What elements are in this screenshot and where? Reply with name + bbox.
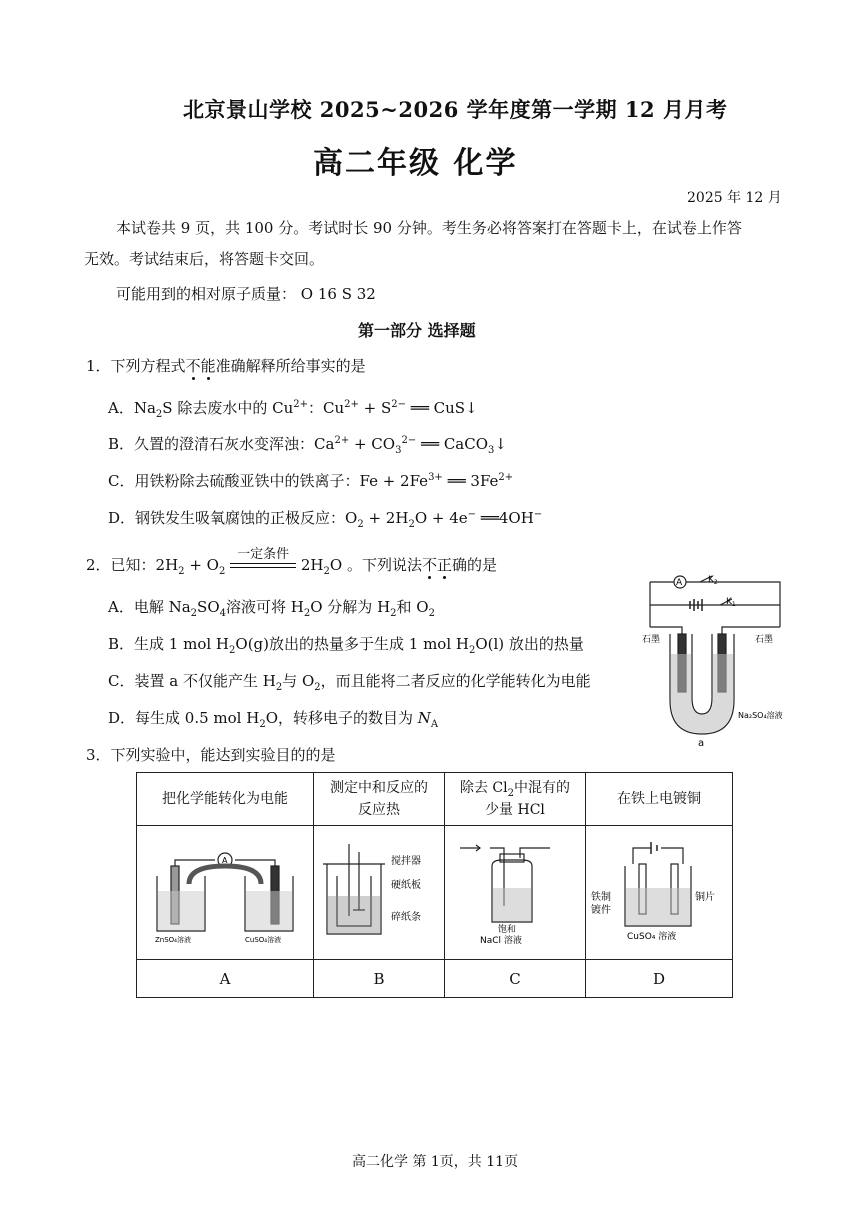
exam-date: 2025 年 12 月 [687, 190, 782, 206]
k2-label: $K_2$ [708, 575, 718, 586]
k1-label: $K_1$ [726, 597, 736, 608]
ammeter-label: A [222, 855, 228, 865]
q2-option-d: D．每生成 0.5 mol $H_2O$，转移电子的数目为 $N_A$ [108, 709, 439, 730]
right-solution-label: CuSO₄溶液 [245, 935, 282, 944]
solution-label-1: 饱和 [498, 924, 517, 935]
copper-label: 铜片 [695, 891, 715, 903]
figure-cell-c [445, 826, 586, 960]
instruction-line-1: 本试卷共 9 页，共 100 分。考试时长 90 分钟。考生务必将答案打在答题卡上，在试卷上作答 [116, 219, 742, 237]
electroplating-figure [589, 836, 729, 946]
solution-label-2: NaCl 溶液 [480, 935, 522, 946]
left-electrode-label: 石墨 [642, 635, 661, 645]
header-cell-c: 除去 $Cl_2$中混有的 少量 HCl [445, 773, 586, 826]
section-title: 第一部分 选择题 [358, 321, 476, 340]
iron-label-1: 铁制 [591, 891, 611, 903]
board-label: 硬纸板 [391, 879, 421, 891]
left-solution-label: ZnSO₄溶液 [155, 935, 191, 944]
atomic-mass-note: 可能用到的相对原子质量： O 16 S 32 [116, 285, 376, 303]
q1-stem-part: 准确解释所给事实的是 [215, 357, 366, 375]
q1-option-d: D．钢铁发生吸氧腐蚀的正极反应：$O_2 + 2H_2O + 4e^-$ ══4OH− [108, 509, 543, 530]
scraps-label: 碎纸条 [391, 911, 421, 923]
figure-cell-d [586, 826, 733, 960]
electrolysis-apparatus-figure [640, 572, 790, 748]
q2-option-a: A．电解 $Na_2SO_4$溶液可将 $H_2O$ 分解为 $H_2$和 $O_2$ [108, 598, 435, 619]
header-cell-a: 把化学能转化为电能 [137, 773, 314, 826]
q1-emphasis: 不 [185, 357, 201, 375]
solution-label: CuSO₄ 溶液 [627, 931, 677, 942]
figure-cell-a [137, 826, 314, 960]
solution-label: Na₂SO₄溶液 [738, 711, 783, 720]
calorimeter-figure [319, 836, 439, 946]
q1-option-c: C．用铁粉除去硫酸亚铁中的铁离子：$Fe + 2Fe^{3+}$ ══ $3Fe^{2+}$ [108, 472, 514, 490]
experiment-table [136, 772, 733, 998]
galvanic-cell-figure [145, 836, 305, 946]
header-cell-b: 测定中和反应的 反应热 [314, 773, 445, 826]
q1-number: 1． [86, 357, 111, 375]
iron-label-2: 镀件 [591, 904, 611, 916]
q1-stem [86, 355, 366, 376]
option-label-c: C [445, 960, 586, 998]
figure-caption: a [698, 738, 705, 748]
q1-option-a: A．$Na_2S$ 除去废水中的 $Cu^{2+}$：$Cu^{2+} + S^{2-}$ ══ CuS↓ [108, 399, 478, 420]
exam-title: 北京景山学校 2025~2026 学年度第一学期 12 月月考 [183, 97, 728, 122]
instruction-line-2: 无效。考试结束后，将答题卡交回。 [84, 250, 325, 268]
reaction-condition-arrow [230, 547, 296, 573]
q1-emphasis: 能 [200, 357, 216, 375]
gas-washing-bottle-figure [450, 836, 580, 946]
option-label-d: D [586, 960, 733, 998]
q1-option-b: B．久置的澄清石灰水变浑浊：$Ca^{2+} + CO_3^{2-}$ ══ CaCO$_3$↓ [108, 435, 507, 456]
q1-stem-part: 下列方程式 [110, 357, 186, 375]
ammeter-label: A [676, 578, 683, 588]
q2-option-b: B．生成 1 mol $H_2O(g)$放出的热量多于生成 1 mol $H_2O(l)$ 放出的热量 [108, 635, 584, 656]
q3-stem: 3．下列实验中，能达到实验目的的是 [86, 746, 336, 764]
reaction-condition: 一定条件 [237, 547, 290, 562]
page-footer: 高二化学 第 1页，共 11页 [352, 1154, 519, 1170]
q2-stem: 2．已知：$2H_2 + O_2$ 一定条件 $2H_2O$ 。下列说法不正确的是 [86, 554, 497, 575]
q2-option-c: C．装置 a 不仅能产生 $H_2$与 $O_2$，而且能将二者反应的化学能转化为电能 [108, 672, 591, 693]
right-electrode-label: 石墨 [755, 635, 774, 645]
option-label-b: B [314, 960, 445, 998]
subject-title: 高二年级 化学 [313, 146, 518, 181]
header-cell-d: 在铁上电镀铜 [586, 773, 733, 826]
stirrer-label: 搅拌器 [391, 855, 421, 867]
figure-cell-b [314, 826, 445, 960]
option-label-a: A [137, 960, 314, 998]
